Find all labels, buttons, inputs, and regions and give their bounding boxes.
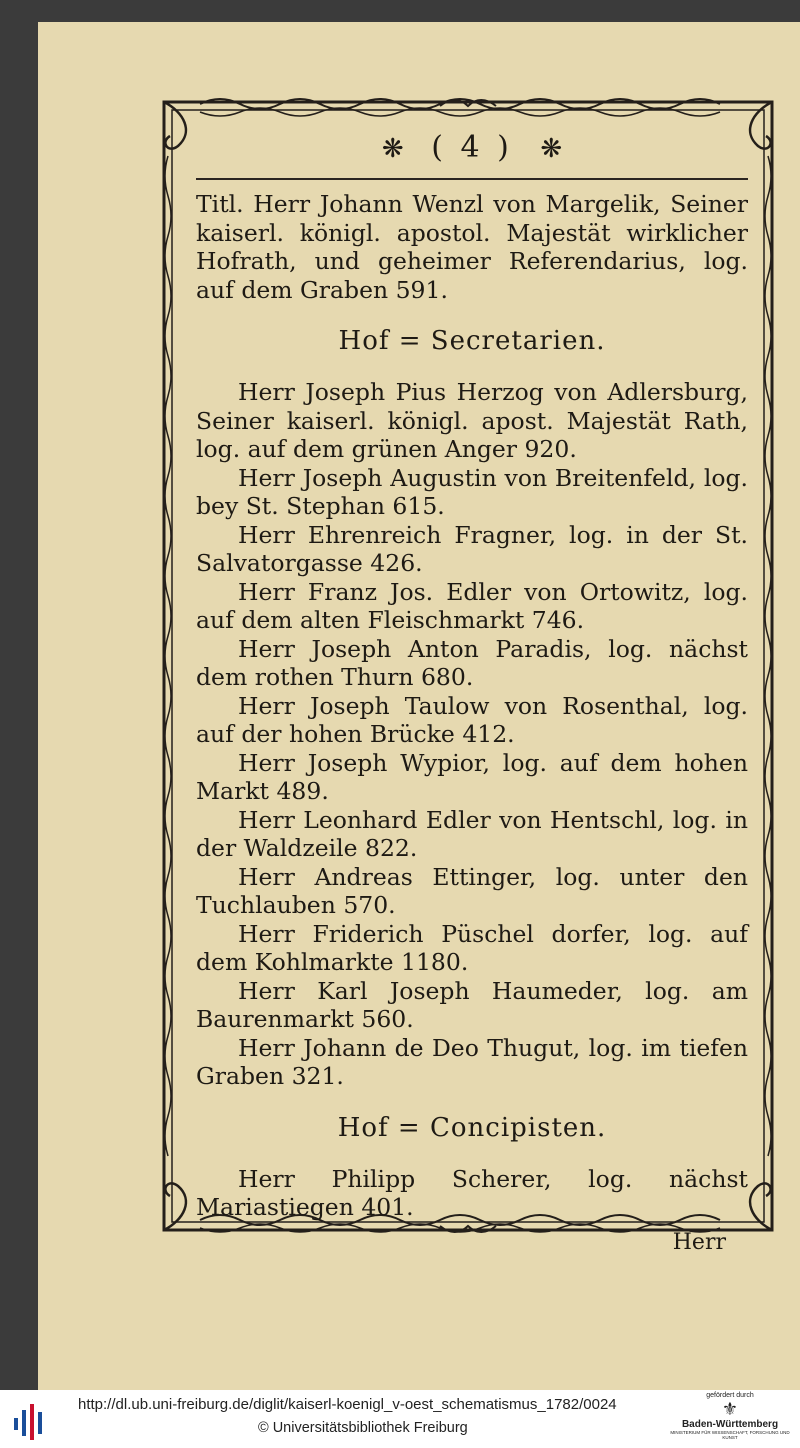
copyright-text: © Universitätsbibliothek Freiburg — [258, 1420, 468, 1436]
list-item: Herr Leonhard Edler von Hentschl, log. in der Waldzeile 822. — [196, 805, 748, 862]
list-item: Herr Joseph Taulow von Rosenthal, log. auf der hohen Brücke 412. — [196, 691, 748, 748]
page-content — [196, 128, 748, 1255]
list-item: Herr Johann de Deo Thugut, log. im tiefen Graben 321. — [196, 1033, 748, 1090]
viewer-footer — [0, 1390, 800, 1448]
section-heading-secretarien: Hof = Secretarien. — [338, 326, 606, 356]
sponsor-caption: gefördert durch — [706, 1392, 754, 1399]
list-item: Herr Joseph Wypior, log. auf dem hohen Markt 489. — [196, 748, 748, 805]
page-header — [196, 128, 748, 172]
section-heading-concipisten: Hof = Concipisten. — [337, 1112, 607, 1143]
sponsor-block — [668, 1392, 792, 1440]
list-item: Herr Joseph Augustin von Breitenfeld, log. bey St. Stephan 615. — [196, 463, 748, 520]
entry-referendarius: Titl. Herr Johann Wenzl von Margelik, Seiner kaiserl. königl. apostol. Majestät wirklicher Hofrath, und geheimer Referendarius, log. auf dem Graben 591. — [196, 190, 748, 304]
list-item: Herr Karl Joseph Haumeder, log. am Baurenmarkt 560. — [196, 976, 748, 1033]
sponsor-name: Baden-Württemberg — [681, 1419, 779, 1430]
document-url-link[interactable]: http://dl.ub.uni-freiburg.de/diglit/kaiserl-koenigl_v-oest_schematismus_1782/0024 — [78, 1396, 617, 1413]
list-item: Herr Joseph Pius Herzog von Adlersburg, Seiner kaiserl. königl. apost. Majestät Rath, log. auf dem grünen Anger 920. — [196, 378, 748, 463]
catchword: Herr — [672, 1229, 726, 1255]
list-item: Herr Friderich Püschel dorfer, log. auf dem Kohlmarkte 1180. — [196, 919, 748, 976]
state-crest-icon: ⚜ — [721, 1399, 739, 1419]
list-item: Herr Ehrenreich Fragner, log. in der St. Salvatorgasse 426. — [196, 520, 748, 577]
list-item: Herr Joseph Anton Paradis, log. nächst dem rothen Thurn 680. — [196, 634, 748, 691]
university-library-logo-icon — [8, 1400, 52, 1440]
header-rule — [196, 178, 748, 180]
page-number: ( 4 ) — [431, 130, 513, 165]
list-item: Herr Franz Jos. Edler von Ortowitz, log. auf dem alten Fleischmarkt 746. — [196, 577, 748, 634]
list-item: Herr Andreas Ettinger, log. unter den Tuchlauben 570. — [196, 862, 748, 919]
sponsor-ministry: MINISTERIUM FÜR WISSENSCHAFT, FORSCHUNG UND KUNST — [670, 1430, 790, 1440]
flower-ornament-right-icon: ❋ — [540, 134, 563, 164]
list-item: Herr Philipp Scherer, log. nächst Mariastiegen 401. — [196, 1164, 748, 1221]
flower-ornament-left-icon: ❋ — [381, 134, 404, 164]
